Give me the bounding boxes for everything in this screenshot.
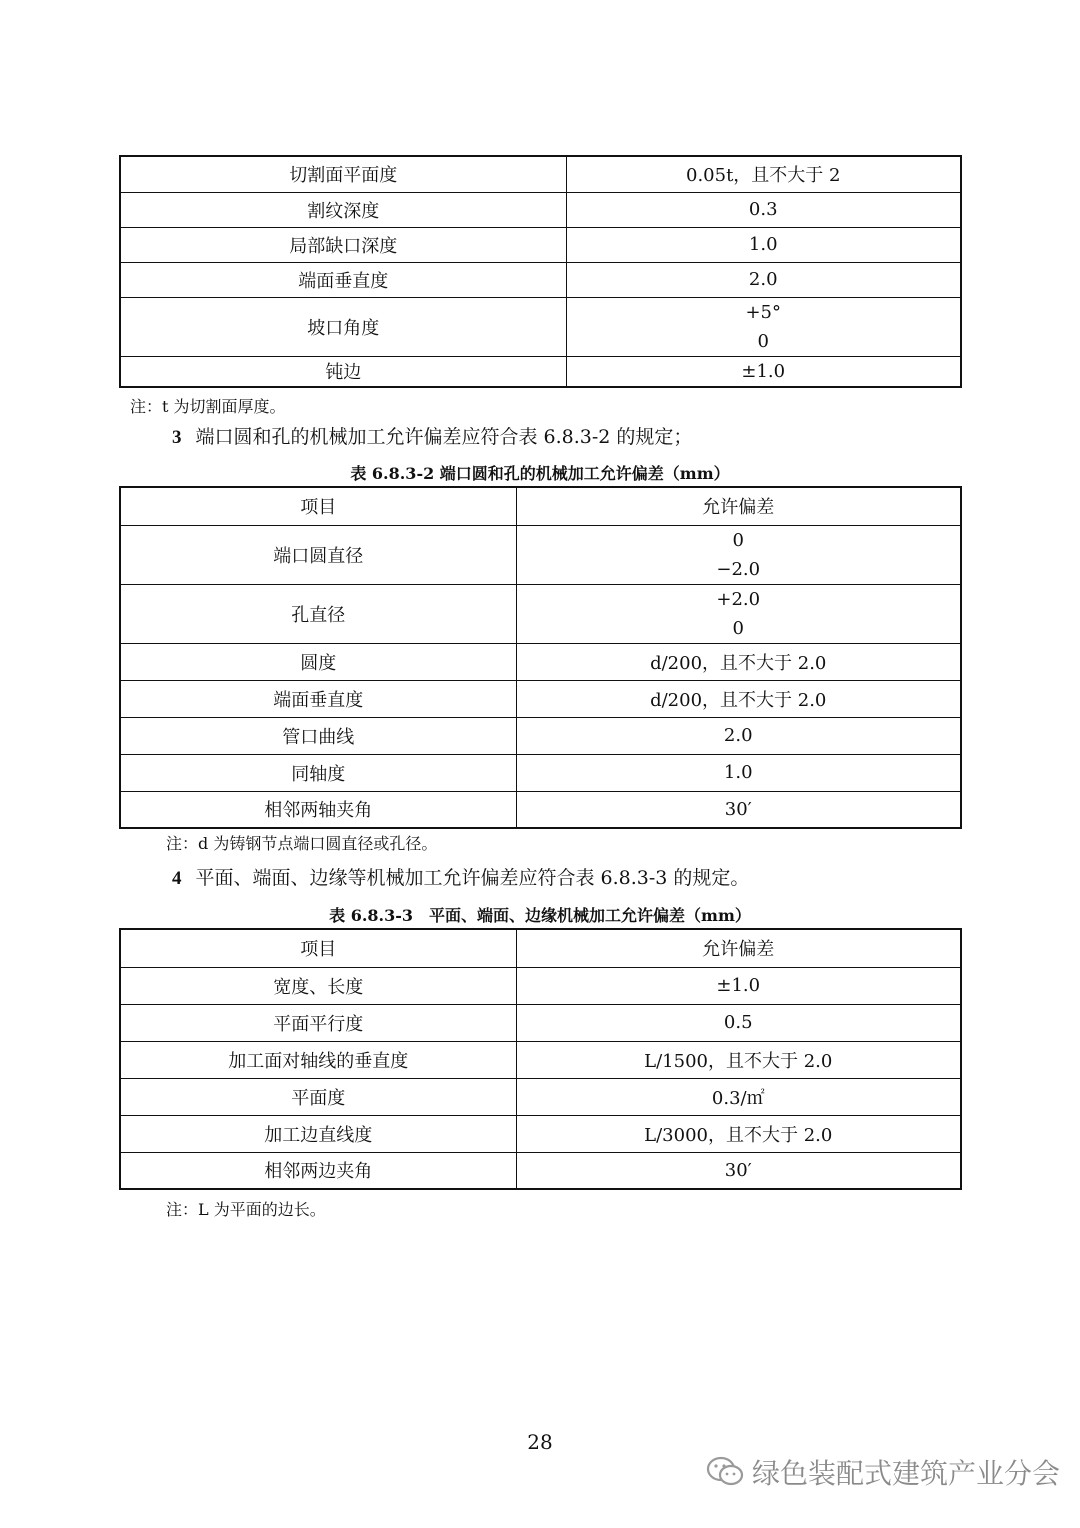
table2-note: 注：d 为铸钢节点端口圆直径或孔径。: [166, 834, 438, 853]
cell-deviation: [516, 1004, 961, 1041]
clause-3-text: 端口圆和孔的机械加工允许偏差应符合表 6.8.3-2 的规定；: [195, 426, 693, 448]
cell-item: 平面平行度: [120, 1004, 516, 1041]
header-cell-deviation: 允许偏差: [516, 487, 961, 525]
table-row: [120, 643, 961, 680]
table-port-hole-deviation: [119, 486, 962, 829]
deviation-value: 30′: [724, 1159, 752, 1181]
cell-deviation: [516, 754, 961, 791]
cell-item: 宽度、长度: [120, 967, 516, 1004]
cell-deviation: [516, 1115, 961, 1152]
cell-item: 平面度: [120, 1078, 516, 1115]
deviation-value: 0: [757, 330, 769, 352]
wechat-icon: [706, 1455, 744, 1489]
cell-item: 相邻两边夹角: [120, 1152, 516, 1189]
table-header-row: [120, 487, 961, 525]
cell-item: 切割面平面度: [120, 156, 566, 192]
table2-body: [120, 487, 961, 828]
table-row: [120, 227, 961, 262]
deviation-value: ±1.0: [716, 975, 761, 996]
cell-item: 端口圆直径: [120, 525, 516, 584]
cell-deviation: [516, 680, 961, 717]
cell-item: 坡口角度: [120, 297, 566, 356]
cell-item: 钝边: [120, 356, 566, 387]
table3-body: [120, 929, 961, 1189]
table-row: [120, 791, 961, 828]
watermark-text: 绿色装配式建筑产业分会: [752, 1457, 1061, 1490]
table-row: [120, 1115, 961, 1152]
table-row: [120, 967, 961, 1004]
table-plane-edge-deviation: [119, 928, 962, 1190]
cell-deviation: [516, 584, 961, 643]
cell-deviation: [566, 297, 961, 356]
deviation-value: +5°: [745, 301, 782, 323]
table3-note: 注：L 为平面的边长。: [166, 1200, 326, 1219]
cell-item: 割纹深度: [120, 192, 566, 227]
table-row: [120, 1152, 961, 1189]
cell-item: 相邻两轴夹角: [120, 791, 516, 828]
clause-4-text: 平面、端面、边缘等机械加工允许偏差应符合表 6.8.3-3 的规定。: [195, 867, 750, 889]
cell-deviation: [516, 1152, 961, 1189]
deviation-value: 2.0: [748, 269, 778, 290]
deviation-value: −2.0: [716, 558, 761, 580]
table-row: [120, 525, 961, 584]
cell-item: 加工边直线度: [120, 1115, 516, 1152]
cell-deviation: [566, 227, 961, 262]
cell-deviation: [566, 262, 961, 297]
clause-3-number: 3: [172, 427, 182, 448]
table1-body: [120, 156, 961, 387]
cell-deviation: [516, 1078, 961, 1115]
deviation-value: d/200，且不大于 2.0: [650, 652, 827, 674]
cell-deviation: [516, 643, 961, 680]
clause-4: [172, 863, 749, 890]
table-row: [120, 584, 961, 643]
header-cell-item: 项目: [120, 487, 516, 525]
cell-item: 同轴度: [120, 754, 516, 791]
table-row: [120, 1041, 961, 1078]
deviation-value: 0.05t，且不大于 2: [686, 165, 841, 187]
cell-item: 加工面对轴线的垂直度: [120, 1041, 516, 1078]
table1-note: 注：t 为切割面厚度。: [130, 397, 286, 416]
header-cell-item: 项目: [120, 929, 516, 967]
cell-deviation: [516, 1041, 961, 1078]
table-row: [120, 717, 961, 754]
cell-deviation: [516, 967, 961, 1004]
table-cutting-deviation: [119, 155, 962, 388]
deviation-value: L/3000，且不大于 2.0: [644, 1124, 833, 1146]
deviation-value: 1.0: [748, 234, 778, 255]
table-row: [120, 262, 961, 297]
deviation-value: 30′: [724, 798, 752, 820]
deviation-value: 1.0: [723, 762, 753, 783]
clause-4-number: 4: [172, 868, 182, 889]
cell-deviation: [516, 791, 961, 828]
deviation-value: 0.3: [748, 199, 778, 220]
table-row: [120, 1078, 961, 1115]
watermark: [706, 1452, 1060, 1492]
cell-deviation: [516, 717, 961, 754]
cell-item: 局部缺口深度: [120, 227, 566, 262]
deviation-value: 0.3/㎡: [711, 1087, 765, 1109]
cell-deviation: [566, 192, 961, 227]
cell-item: 端面垂直度: [120, 680, 516, 717]
table-row: [120, 356, 961, 387]
table-row: [120, 156, 961, 192]
table-row: [120, 754, 961, 791]
deviation-value: ±1.0: [741, 360, 786, 382]
header-cell-deviation: 允许偏差: [516, 929, 961, 967]
table2-caption: 表 6.8.3-2 端口圆和孔的机械加工允许偏差（mm）: [350, 464, 730, 483]
table-header-row: [120, 929, 961, 967]
page-number: 28: [527, 1430, 553, 1454]
table-row: [120, 297, 961, 356]
cell-deviation: [516, 525, 961, 584]
clause-3: [172, 422, 692, 449]
cell-item: 孔直径: [120, 584, 516, 643]
deviation-value: L/1500，且不大于 2.0: [644, 1050, 833, 1072]
table-row: [120, 680, 961, 717]
deviation-value: 2.0: [723, 725, 753, 746]
table3-caption: 表 6.8.3-3 平面、端面、边缘机械加工允许偏差（mm）: [329, 906, 751, 925]
deviation-value: +2.0: [716, 588, 761, 610]
deviation-value: 0: [732, 617, 744, 639]
cell-deviation: [566, 156, 961, 192]
deviation-value: d/200，且不大于 2.0: [650, 689, 827, 711]
deviation-value: 0: [732, 529, 744, 551]
cell-item: 圆度: [120, 643, 516, 680]
table-row: [120, 192, 961, 227]
table-row: [120, 1004, 961, 1041]
deviation-value: 0.5: [723, 1012, 753, 1033]
cell-item: 管口曲线: [120, 717, 516, 754]
cell-deviation: [566, 356, 961, 387]
cell-item: 端面垂直度: [120, 262, 566, 297]
